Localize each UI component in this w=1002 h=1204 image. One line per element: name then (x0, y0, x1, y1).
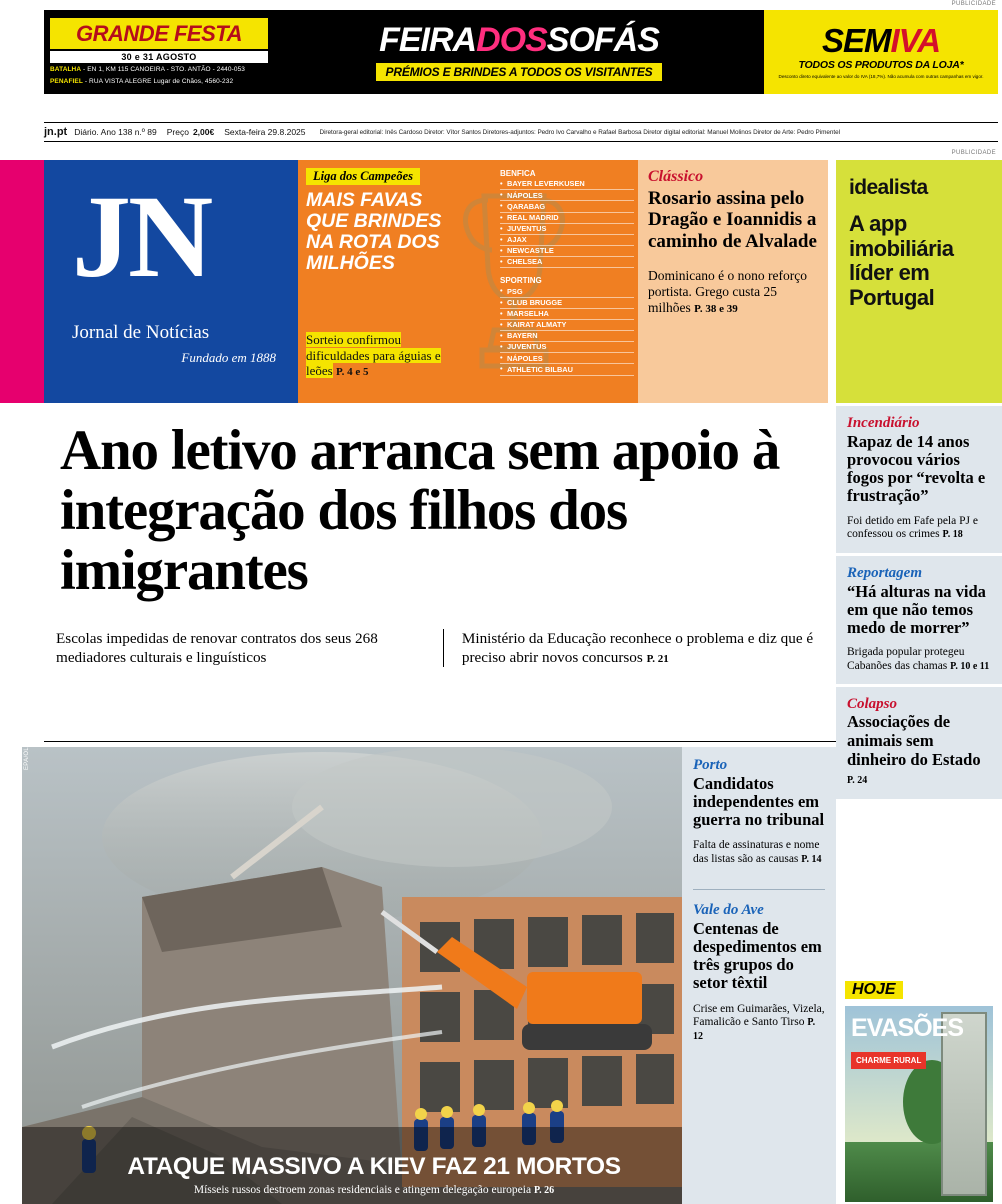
rail-kicker-1: Reportagem (847, 564, 922, 581)
site-url[interactable]: jn.pt (44, 126, 68, 138)
publicidade-label-rail: PUBLICIDADE (951, 150, 996, 156)
midcol-page-1: P. 12 (693, 1017, 816, 1043)
classico-headline: Rosario assina pelo Dragão e Ioannidis a caminho de Alvalade (648, 188, 817, 252)
rail-body-block-0 (847, 515, 991, 542)
rail-headline-2: Associações de animais sem dinheiro do Estado (847, 712, 981, 770)
pink-accent-bar (0, 160, 44, 403)
photo-caption (44, 1153, 682, 1204)
story-porto[interactable] (693, 757, 825, 867)
ad-address-text-1: - EN 1, KM 115 CANOEIRA - STO. ANTÃO - 2440-053 (81, 65, 246, 73)
classico-body-block (648, 268, 818, 317)
midcol-body-1: Crise em Guimarães, Vizela, Famalicão e Santo Tirso (693, 1002, 825, 1029)
ad-middle-panel (274, 10, 764, 94)
logo-letters: JN (72, 171, 211, 302)
rail-headline-0: Rapaz de 14 anos provocou vários fogos por “revolta e frustração” (847, 432, 986, 506)
opponent-item: • REAL MADRID (500, 213, 634, 224)
photo-caption-text: Mísseis russos destroem zonas residenciais e atingem delegação europeia (193, 1184, 532, 1196)
photo-illustration (22, 747, 682, 1204)
lead-headline: Ano letivo arranca sem apoio à integração dos filhos dos imigrantes (60, 419, 780, 603)
champions-page-ref: P. 4 e 5 (335, 366, 369, 379)
midcol-body-0: Falta de assinaturas e nome das listas são as causas (693, 839, 820, 866)
rail-body-0: Foi detido em Fafe pela PJ e confessou os crimes (847, 514, 978, 541)
magazine-cover[interactable] (845, 1006, 993, 1202)
ad-feira-word3: SOFÁS (546, 21, 659, 59)
idealista-claim: A app imobiliária líder em Portugal (849, 211, 954, 310)
hoje-section[interactable] (836, 975, 1002, 1204)
ad-semiva-title (821, 21, 941, 59)
magazine-badge: CHARME RURAL (851, 1052, 926, 1069)
logo-founded: Fundado em 1888 (181, 350, 276, 365)
masthead-logo (44, 160, 298, 403)
photo-caption-page: P. 26 (533, 1185, 555, 1196)
right-rail (836, 160, 1002, 799)
midcol-body-block-1 (693, 1003, 825, 1044)
lead-sub-right: Ministério da Educação reconhece o problema e diz que é preciso abrir novos concursos (461, 630, 814, 667)
opponent-item: • CLUB BRUGGE (500, 298, 634, 309)
opponents-list-benfica (500, 179, 634, 268)
lead-subheads (56, 629, 820, 667)
opponent-item: • PSG (500, 286, 634, 297)
lead-page-ref: P. 21 (646, 653, 669, 666)
ad-address-line-1 (50, 66, 268, 75)
opponent-item: • CHELSEA (500, 257, 634, 268)
opponent-item: • NÁPOLES (500, 190, 634, 201)
secondary-stories-column (682, 747, 836, 1204)
ad-feira-word1: FEIRA (379, 21, 477, 59)
hoje-tag: HOJE (845, 981, 903, 999)
ad-feira-word2: DOS (476, 21, 547, 59)
midcol-body-block-0 (693, 839, 825, 867)
ad-sem-word: SEM (821, 21, 891, 59)
photo-caption-text-block (58, 1184, 682, 1196)
midcol-headline-1: Centenas de despedimentos em três grupos do setor têxtil (693, 919, 822, 993)
champions-headline: MAIS FAVAS QUE BRINDES NA ROTA DOS MILHÕES (306, 189, 442, 275)
issue-date: Sexta-feira 29.8.2025 (224, 127, 306, 137)
ad-left-panel (44, 10, 274, 94)
opponent-item: • AJAX (500, 235, 634, 246)
ad-grande-festa-dates: 30 e 31 AGOSTO (50, 51, 268, 63)
ad-feira-title (379, 23, 659, 57)
champions-subtext-block (306, 332, 458, 379)
opponent-item: • BAYER LEVERKUSEN (500, 179, 634, 190)
opponents-list-sporting (500, 286, 634, 375)
ad-feira-subtitle: PRÉMIOS E BRINDES A TODOS OS VISITANTES (376, 63, 663, 81)
rail-headline-1: “Há alturas na vida em que não temos medo de morrer” (847, 581, 986, 637)
group-team-name-0: BENFICA (500, 169, 536, 178)
price-value: 2,00€ (192, 127, 215, 137)
ad-address-line-2 (50, 78, 268, 87)
magazine-title: EVASÕES (851, 1014, 964, 1042)
ad-address-city-1: BATALHA (50, 65, 82, 73)
classico-kicker: Clássico (648, 168, 704, 185)
classico-teaser[interactable] (638, 160, 828, 403)
champions-kicker: Liga dos Campeões (306, 168, 420, 185)
logo-name: Jornal de Notícias (72, 322, 210, 343)
lead-sub-right-block (443, 629, 820, 667)
main-photo (22, 747, 682, 1204)
rail-story-reportagem[interactable] (836, 553, 1002, 685)
rail-story-incendiario[interactable] (836, 403, 1002, 553)
rail-page-2: P. 24 (847, 775, 868, 787)
ad-address-city-2: PENAFIEL (50, 77, 83, 85)
champions-league-teaser[interactable] (298, 160, 638, 403)
photo-credit: EPA/OLEG PETRASYUK (24, 696, 30, 770)
opponent-item: • MARSELHA (500, 309, 634, 320)
opponent-item: • QARABAG (500, 201, 634, 212)
champions-subtext: Sorteio confirmou dificuldades para águias e leões (306, 332, 441, 379)
idealista-advertisement[interactable] (836, 160, 1002, 403)
rail-body-1: Brigada popular protegeu Cabanões das chamas (847, 646, 965, 672)
edition-info-bar (44, 122, 998, 142)
rail-body-block-1 (847, 646, 991, 673)
masthead-staff: Diretora-geral editorial: Inês Cardoso Diretor: Vítor Santos Diretores-adjuntos: Pedro Ivo Carvalho e Rafael Barbosa Diretor digital editorial: Manuel Molinos Diretor de Arte: Pedro Pimentel (319, 128, 840, 136)
opponent-item: • ATHLETIC BILBAU (500, 364, 634, 375)
ad-semiva-subtitle: TODOS OS PRODUTOS DA LOJA* (798, 58, 964, 71)
ad-grande-festa-title: GRANDE FESTA (50, 18, 268, 49)
group-team-name-1: SPORTING (500, 276, 542, 286)
champions-team-lists (500, 170, 634, 376)
rail-page-0: P. 18 (942, 529, 963, 541)
ad-address-text-2: - RUA VISTA ALEGRE Lugar de Chãos, 4560-232 (82, 77, 234, 85)
divider-above-photo (44, 741, 836, 742)
opponent-item: • JUVENTUS (500, 224, 634, 235)
ad-right-panel (764, 10, 998, 94)
rail-kicker-0: Incendiário (847, 415, 920, 431)
edition-info: Diário. Ano 138 n.º 89 (74, 127, 157, 137)
rail-page-1: P. 10 e 11 (950, 660, 990, 672)
classico-page-ref: P. 38 e 39 (694, 303, 738, 316)
lead-sub-left: Escolas impedidas de renovar contratos dos seus 268 mediadores culturais e linguísticos (56, 630, 378, 667)
top-advertisement[interactable] (44, 10, 998, 94)
rail-kicker-2: Colapso (847, 696, 898, 713)
photo-caption-headline: ATAQUE MASSIVO A KIEV FAZ 21 MORTOS (127, 1153, 621, 1180)
rail-story-colapso[interactable] (836, 684, 1002, 799)
price-label: Preço (166, 127, 189, 137)
idealista-brand: idealista (849, 176, 928, 199)
classico-body: Dominicano é o nono reforço portista. Grego custa 25 milhões (648, 267, 807, 316)
ad-iva-word: IVA (890, 21, 941, 59)
midcol-headline-0: Candidatos independentes em guerra no tribunal (693, 774, 825, 830)
opponent-item: • KAIRAT ALMATY (500, 320, 634, 331)
midcol-page-0: P. 14 (801, 854, 822, 866)
opponent-item: • BAYERN (500, 331, 634, 342)
midcol-kicker-1: Vale do Ave (693, 902, 764, 919)
ad-semiva-fineprint: Desconto direto equivalente ao valor do IVA (18,7%). Não acumula com outras campanhas em vigor. (778, 73, 984, 79)
opponent-item: • NÁPOLES (500, 353, 634, 364)
midcol-kicker-0: Porto (693, 757, 728, 773)
publicidade-label-top: PUBLICIDADE (951, 1, 996, 7)
lead-story[interactable] (44, 403, 836, 667)
story-vale-do-ave[interactable] (693, 889, 825, 1044)
opponent-item: • JUVENTUS (500, 342, 634, 353)
opponent-item: • NEWCASTLE (500, 246, 634, 257)
